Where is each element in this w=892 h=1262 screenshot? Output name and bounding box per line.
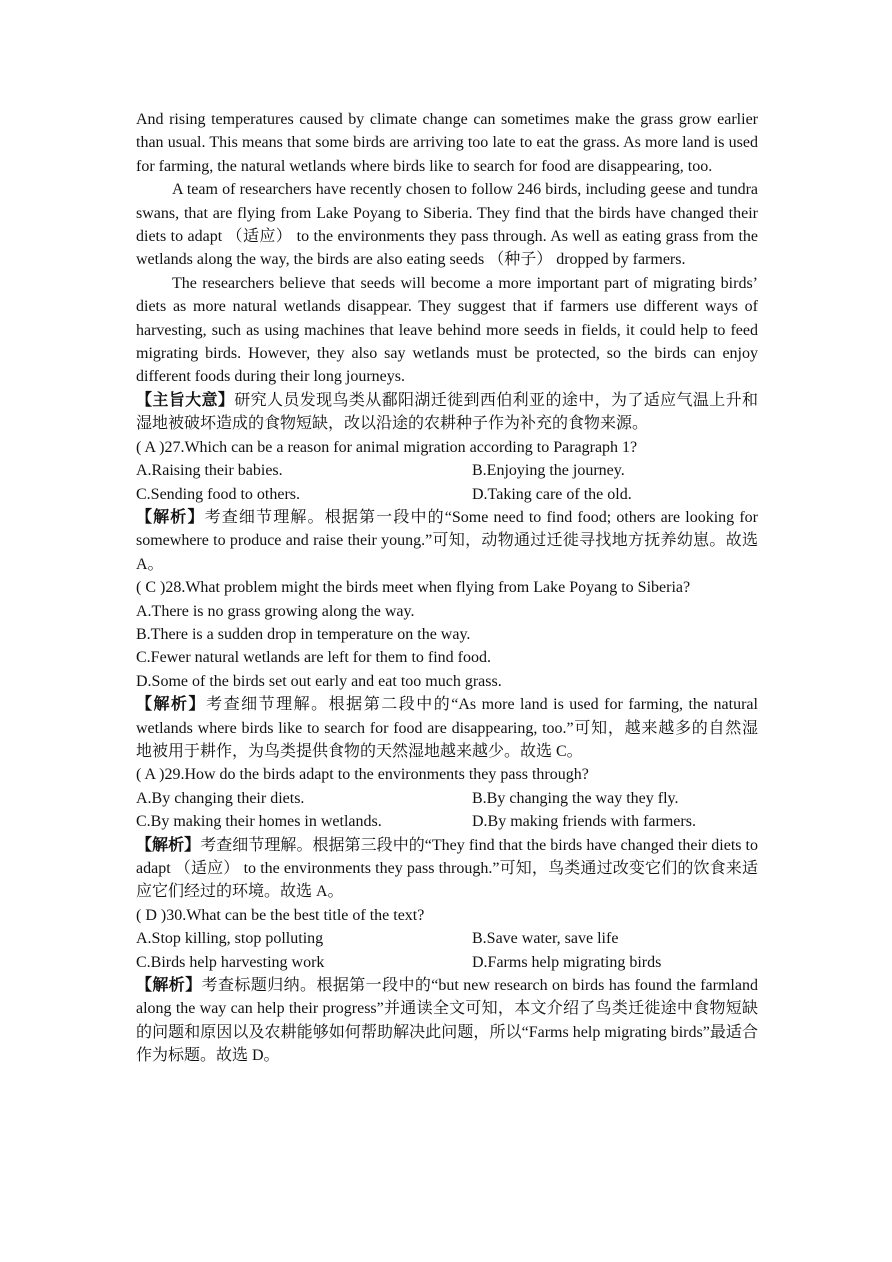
option: C.Sending food to others. <box>136 485 300 503</box>
analysis <box>136 834 758 904</box>
option-row <box>136 459 758 482</box>
option-row <box>136 951 758 974</box>
option: D.By making friends with farmers. <box>472 813 696 831</box>
option: D.Some of the birds set out early and eat too much grass. <box>136 672 502 690</box>
summary-tag: 【主旨大意】 <box>136 391 235 409</box>
passage-paragraph-3: The researchers believe that seeds will become a more important part of migrating birds’ diets as more natural wetlands disappear. They suggest that if farmers use different ways of harvesting, such as using machines that leave behind more seeds in fields, it could help to feed migrating birds. However, they also say wetlands must be protected, so the birds can enjoy different foods during their long journeys. <box>136 274 758 386</box>
option: A.Stop killing, stop polluting <box>136 930 324 948</box>
summary <box>136 389 758 436</box>
analysis <box>136 506 758 576</box>
option-row <box>136 927 758 950</box>
analysis-tag: 【解析】 <box>136 696 207 714</box>
option: B.By changing the way they fly. <box>472 789 679 807</box>
question-stem: ( A )27.Which can be a reason for animal migration according to Paragraph 1? <box>136 438 638 456</box>
summary-text: 研究人员发现鸟类从鄱阳湖迁徙到西伯利亚的途中，为了适应气温上升和湿地被破坏造成的食物短缺，改以沿途的农耕种子作为补充的食物来源。 <box>136 391 758 433</box>
option: A.There is no grass growing along the way. <box>136 602 415 620</box>
option-row <box>136 787 758 810</box>
option: B.There is a sudden drop in temperature on the way. <box>136 625 471 643</box>
analysis-text: 考查标题归纳。根据第一段中的“but new research on birds has found the farmland along the way can help their progress”并通读全文可知，本文介绍了鸟类迁徙途中食物短缺的问题和原因以及农耕能够如何帮助解决此问题，所以“Farms help migrating birds”最适合作为标题。故选 D。 <box>136 977 758 1065</box>
analysis-tag: 【解析】 <box>136 977 202 995</box>
option-row <box>136 810 758 833</box>
analysis-text: 考查细节理解。根据第二段中的“As more land is used for farming, the natural wetlands where birds like to search for food are disappearing, too.”可知，越来越多的自然湿地被用于耕作，为鸟类提供食物的天然湿地越来越少。故选 C。 <box>136 696 758 760</box>
question-stem: ( C )28.What problem might the birds meet when flying from Lake Poyang to Siberia? <box>136 579 691 597</box>
analysis <box>136 974 758 1068</box>
option: C.Birds help harvesting work <box>136 953 325 971</box>
passage-paragraph-2: A team of researchers have recently chosen to follow 246 birds, including geese and tundra swans, that are flying from Lake Poyang to Siberia. They find that the birds have changed their diets to adapt （适应） to the environments they pass through. As well as eating grass from the wetlands along the way, the birds are also eating seeds （种子） dropped by farmers. <box>136 181 758 269</box>
option: D.Farms help migrating birds <box>472 953 662 971</box>
document-page <box>136 108 758 1068</box>
option: B.Save water, save life <box>472 930 619 948</box>
question-stem: ( D )30.What can be the best title of the text? <box>136 906 425 924</box>
analysis-tag: 【解析】 <box>136 836 201 854</box>
option: C.By making their homes in wetlands. <box>136 813 382 831</box>
option: A.Raising their babies. <box>136 462 283 480</box>
question-stem: ( A )29.How do the birds adapt to the environments they pass through? <box>136 766 589 784</box>
analysis <box>136 693 758 763</box>
analysis-tag: 【解析】 <box>136 508 205 526</box>
option: A.By changing their diets. <box>136 789 305 807</box>
option: D.Taking care of the old. <box>472 485 632 503</box>
analysis-text: 考查细节理解。根据第一段中的“Some need to find food; others are looking for somewhere to produce and raise their young.”可知，动物通过迁徙寻找地方抚养幼崽。故选 A。 <box>136 508 758 573</box>
analysis-text: 考查细节理解。根据第三段中的“They find that the birds have changed their diets to adapt （适应） to the environments they pass through.”可知，鸟类通过改变它们的饮食来适应它们经过的环境。故选 A。 <box>136 836 758 901</box>
option-row <box>136 483 758 506</box>
option: C.Fewer natural wetlands are left for them to find food. <box>136 649 491 667</box>
option: B.Enjoying the journey. <box>472 462 625 480</box>
passage-paragraph-1: And rising temperatures caused by climate change can sometimes make the grass grow earlier than usual. This means that some birds are arriving too late to eat the grass. As more land is used for farming, the natural wetlands where birds like to search for food are disappearing, too. <box>136 111 758 175</box>
